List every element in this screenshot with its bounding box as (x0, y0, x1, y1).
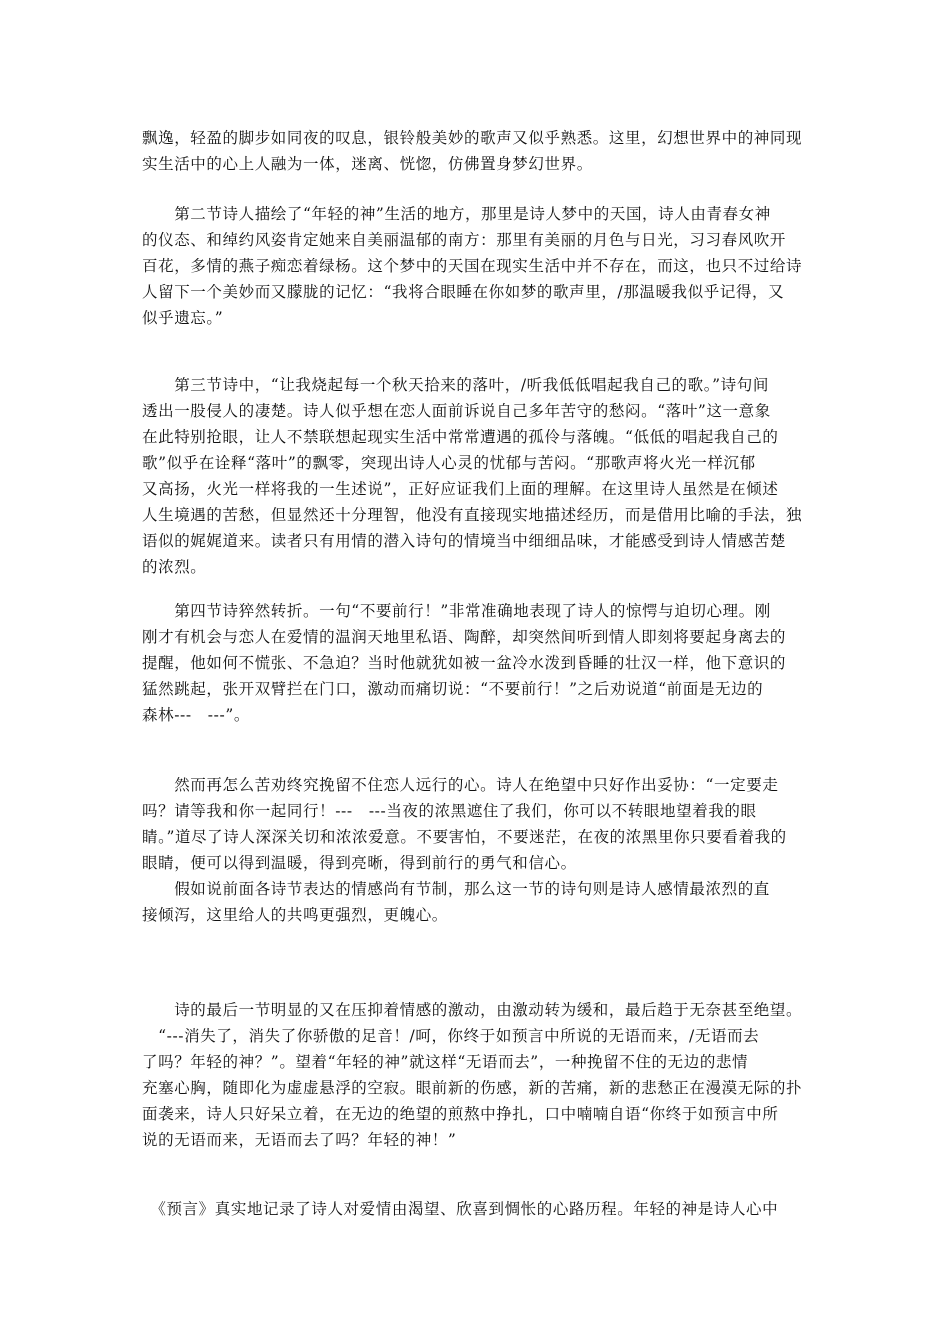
text-line: 然而再怎么苦劝终究挽留不住恋人远行的心。诗人在绝望中只好作出妥协：“一定要走 (142, 776, 779, 794)
text-line: 说的无语而来，无语而去了吗？年轻的神！” (142, 1131, 457, 1149)
text-line: 似乎遗忘。” (142, 309, 224, 327)
text-line: 眼睛，便可以得到温暖，得到亮晰，得到前行的勇气和信心。 (142, 854, 577, 872)
text-line: 的浓烈。 (142, 558, 207, 576)
text-line: 的仪态、和绰约风姿肯定她来自美丽温郁的南方：那里有美丽的月色与日光，习习春风吹开 (142, 231, 787, 249)
text-line: 人生境遇的苦愁，但显然还十分理智，他没有直接现实地描述经历，而是借用比喻的手法，独 (142, 506, 803, 524)
text-line: 猛然跳起，张开双臂拦在门口，激动而痛切说：“不要前行！”之后劝说道“前面是无边的 (142, 680, 764, 698)
text-line: 百花，多情的燕子痴恋着绿杨。这个梦中的天国在现实生活中并不存在，而这，也只不过给诗 (142, 257, 803, 275)
text-line: 接倾泻，这里给人的共鸣更强烈，更魄心。 (142, 906, 448, 924)
text-line: 透出一股侵人的凄楚。诗人似乎想在恋人面前诉说自己多年苦守的愁闷。“落叶”这一意象 (142, 402, 771, 420)
text-line: 第三节诗中，“让我烧起每一个秋天拾来的落叶，/听我低低唱起我自己的歌。”诗句间 (142, 376, 769, 394)
text-line: 森林--- ---”。 (142, 706, 250, 724)
text-line: 《预言》真实地记录了诗人对爱情由渴望、欣喜到惆怅的心路历程。年轻的神是诗人心中 (142, 1200, 779, 1218)
text-line: 第二节诗人描绘了“年轻的神”生活的地方，那里是诗人梦中的天国，诗人由青春女神 (142, 205, 771, 223)
text-line: 诗的最后一节明显的又在压抑着情感的激动，由激动转为缓和，最后趋于无奈甚至绝望。 (142, 1001, 803, 1019)
text-line: 又高扬，火光一样将我的一生述说”，正好应证我们上面的理解。在这里诗人虽然是在倾述 (142, 480, 779, 498)
text-line: 语似的娓娓道来。读者只有用情的潜入诗句的情境当中细细品味，才能感受到诗人情感苦楚 (142, 532, 787, 550)
text-line: 第四节诗猝然转折。一句“不要前行！”非常准确地表现了诗人的惊愕与迫切心理。刚 (142, 602, 771, 620)
text-line: 了吗？年轻的神？”。望着“年轻的神”就这样“无语而去”，一种挽留不住的无边的悲情 (142, 1053, 749, 1071)
text-line: 飘逸，轻盈的脚步如同夜的叹息，银铃般美妙的歌声又似乎熟悉。这里，幻想世界中的神同现 (142, 129, 803, 147)
text-line: 实生活中的心上人融为一体，迷离、恍惚，仿佛置身梦幻世界。 (142, 155, 593, 173)
text-line: 吗？请等我和你一起同行！--- ---当夜的浓黑遮住了我们，你可以不转眼地望着我的眼 (142, 802, 757, 820)
text-line: “---消失了，消失了你骄傲的足音！/呵，你终于如预言中所说的无语而来，/无语而去 (142, 1027, 760, 1045)
text-line: 充塞心胸，随即化为虚虚悬浮的空寂。眼前新的伤感，新的苦痛，新的悲愁正在漫漠无际的扑 (142, 1079, 803, 1097)
text-line: 人留下一个美妙而又朦胧的记忆：“我将合眼睡在你如梦的歌声里，/那温暖我似乎记得，又 (142, 283, 785, 301)
text-line: 在此特别抢眼，让人不禁联想起现实生活中常常遭遇的孤伶与落魄。“低低的唱起我自己的 (142, 428, 779, 446)
text-line: 睛。”道尽了诗人深深关切和浓浓爱意。不要害怕，不要迷茫，在夜的浓黑里你只要看着我的 (142, 828, 787, 846)
text-line: 提醒，他如何不慌张、不急迫？当时他就犹如被一盆冷水泼到昏睡的壮汉一样，他下意识的 (142, 654, 787, 672)
text-line: 刚才有机会与恋人在爱情的温润天地里私语、陶醉，却突然间听到情人即刻将要起身离去的 (142, 628, 787, 646)
text-line: 面袭来，诗人只好呆立着，在无边的绝望的煎熬中挣扎，口中喃喃自语“你终于如预言中所 (142, 1105, 779, 1123)
text-line: 假如说前面各诗节表达的情感尚有节制，那么这一节的诗句则是诗人感情最浓烈的直 (142, 880, 770, 898)
text-line: 歌”似乎在诠释“落叶”的飘零，突现出诗人心灵的忧郁与苦闷。“那歌声将火光一样沉郁 (142, 454, 756, 472)
